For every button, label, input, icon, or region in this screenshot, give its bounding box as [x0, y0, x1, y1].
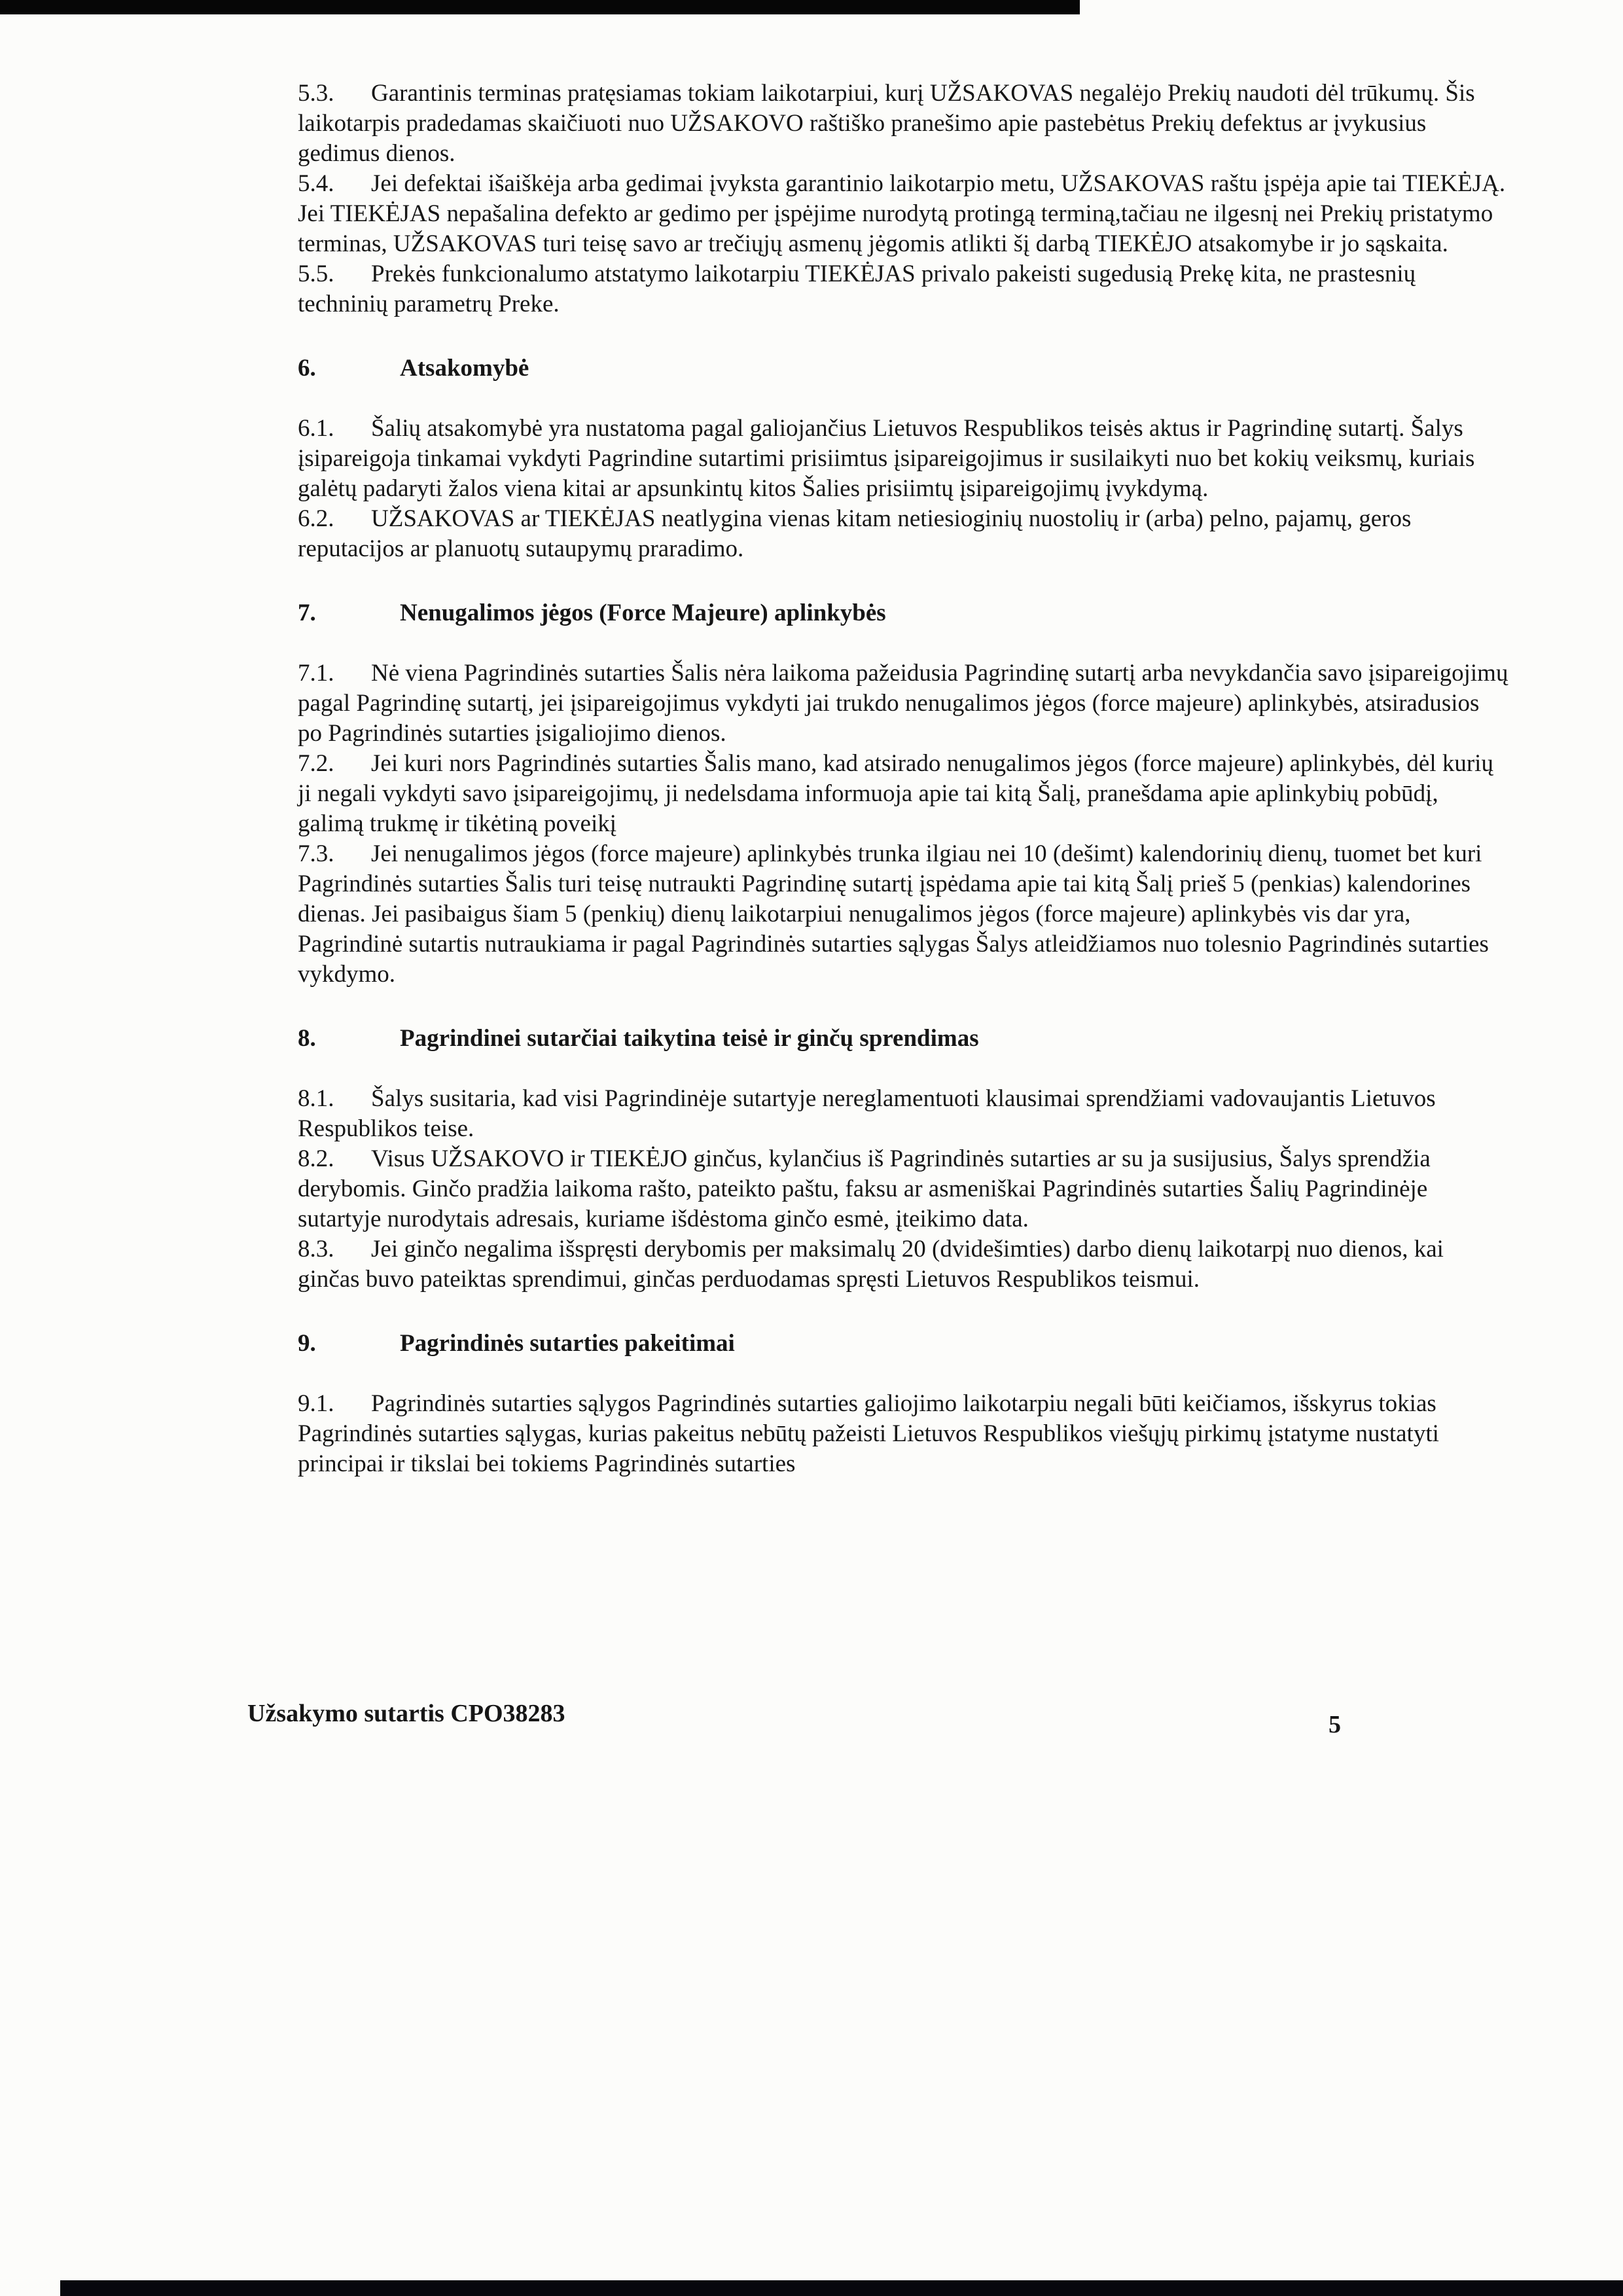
section-heading-7 — [298, 598, 1508, 628]
clause-text: Šalių atsakomybė yra nustatoma pagal galiojančius Lietuvos Respublikos teisės aktus ir Pagrindinę sutartį. Šalys įsipareigoja tinkamai vykdyti Pagrindine sutartimi prisiimtus įsipareigojimus ir susilaikyti nuo bet kokių veiksmų, kuriais galėtų padaryti žalos viena kitai ar apsunkintų kitos Šalies prisiimtų įsipareigojimų įvykdymą. — [298, 415, 1475, 502]
section-heading-6 — [298, 353, 1508, 384]
clause-number: 8.2. — [298, 1145, 334, 1172]
clause-number: 6.2. — [298, 505, 334, 532]
clause-number: 7.3. — [298, 840, 334, 867]
clause-text: Jei nenugalimos jėgos (force majeure) aplinkybės trunka ilgiau nei 10 (dešimt) kalendorinių dienų, tuomet bet kuri Pagrindinės sutarties Šalis turi teisę nutraukti Pagrindinę sutartį įspėdama apie tai kitą Šalį prieš 5 (penkias) kalendorines dienas. Jei pasibaigus šiam 5 (penkių) dienų laikotarpiui nenugalimos jėgos (force majeure) aplinkybės vis dar yra, Pagrindinė sutartis nutraukiama ir pagal Pagrindinės sutarties sąlygas Šalys atleidžiamos nuo tolesnio Pagrindinės sutarties vykdymo. — [298, 840, 1489, 988]
clause-number: 8.1. — [298, 1085, 334, 1112]
clause-number: 5.4. — [298, 170, 334, 197]
section-title: Nenugalimos jėgos (Force Majeure) aplinkybės — [400, 600, 886, 626]
section-number: 9. — [298, 1330, 316, 1357]
clause-5-4 — [298, 169, 1508, 259]
page-number: 5 — [1329, 1711, 1341, 1738]
section-number: 7. — [298, 600, 316, 626]
clause-7-1 — [298, 658, 1508, 749]
clause-8-2 — [298, 1144, 1508, 1234]
clause-text: Nė viena Pagrindinės sutarties Šalis nėra laikoma pažeidusia Pagrindinę sutartį arba nevykdančia savo įsipareigojimų pagal Pagrindinę sutartį, jei įsipareigojimus vykdyti jai trukdo nenugalimos jėgos (force majeure) aplinkybės, atsiradusios po Pagrindinės sutarties įsigaliojimo dienos. — [298, 660, 1508, 747]
clause-number: 5.3. — [298, 80, 334, 107]
clause-number: 8.3. — [298, 1236, 334, 1263]
clause-text: Pagrindinės sutarties sąlygos Pagrindinės sutarties galiojimo laikotarpiu negali būti keičiamos, išskyrus tokias Pagrindinės sutarties sąlygas, kurias pakeitus nebūtų pažeisti Lietuvos Respublikos viešųjų pirkimų įstatyme nustatyti principai ir tikslai bei tokiems Pagrindinės sutarties — [298, 1390, 1439, 1477]
clause-8-3 — [298, 1234, 1508, 1295]
clause-7-3 — [298, 839, 1508, 990]
clause-6-2 — [298, 504, 1508, 564]
clause-number: 7.1. — [298, 660, 334, 687]
clause-7-2 — [298, 749, 1508, 839]
scan-artifact-top-bar — [0, 0, 1080, 14]
clause-number: 7.2. — [298, 750, 334, 777]
section-heading-9 — [298, 1329, 1508, 1359]
clause-6-1 — [298, 414, 1508, 504]
clause-text: Jei kuri nors Pagrindinės sutarties Šalis mano, kad atsirado nenugalimos jėgos (force majeure) aplinkybės, dėl kurių ji negali vykdyti savo įsipareigojimų, ji nedelsdama informuoja apie tai kitą Šalį, pranešdama apie aplinkybių pobūdį, galimą trukmę ir tikėtiną poveikį — [298, 750, 1493, 837]
section-title: Pagrindinei sutarčiai taikytina teisė ir ginčų sprendimas — [400, 1025, 979, 1052]
clause-text: Jei defektai išaiškėja arba gedimai įvyksta garantinio laikotarpio metu, UŽSAKOVAS raštu įspėja apie tai TIEKĖJĄ. Jei TIEKĖJAS nepašalina defekto ar gedimo per įspėjime nurodytą protingą terminą,tačiau ne ilgesnį nei Prekių pristatymo terminas, UŽSAKOVAS turi teisę savo ar trečiųjų asmenų jėgomis atlikti šį darbą TIEKĖJO atsakomybe ir jo sąskaita. — [298, 170, 1506, 257]
section-number: 8. — [298, 1025, 316, 1052]
clause-number: 9.1. — [298, 1390, 334, 1417]
clause-number: 5.5. — [298, 260, 334, 287]
document-body — [298, 79, 1508, 1479]
clause-text: Garantinis terminas pratęsiamas tokiam laikotarpiui, kurį UŽSAKOVAS negalėjo Prekių naudoti dėl trūkumų. Šis laikotarpis pradedamas skaičiuoti nuo UŽSAKOVO raštiško pranešimo apie pastebėtus Prekių defektus ar įvykusius gedimus dienos. — [298, 80, 1475, 167]
footer-document-title: Užsakymo sutartis CPO38283 — [247, 1700, 565, 1727]
clause-9-1 — [298, 1389, 1508, 1479]
clause-8-1 — [298, 1084, 1508, 1144]
scan-artifact-bottom-bar — [60, 2280, 1623, 2296]
clause-text: Šalys susitaria, kad visi Pagrindinėje sutartyje nereglamentuoti klausimai sprendžiami vadovaujantis Lietuvos Respublikos teise. — [298, 1085, 1436, 1142]
clause-number: 6.1. — [298, 415, 334, 442]
clause-text: Jei ginčo negalima išspręsti derybomis per maksimalų 20 (dvidešimties) darbo dienų laikotarpį nuo dienos, kai ginčas buvo pateiktas sprendimui, ginčas perduodamas spręsti Lietuvos Respublikos teismui. — [298, 1236, 1444, 1293]
clause-5-3 — [298, 79, 1508, 169]
clause-text: UŽSAKOVAS ar TIEKĖJAS neatlygina vienas kitam netiesioginių nuostolių ir (arba) pelno, pajamų, geros reputacijos ar planuotų sutaupymų praradimo. — [298, 505, 1412, 562]
clause-text: Prekės funkcionalumo atstatymo laikotarpiu TIEKĖJAS privalo pakeisti sugedusią Prekę kita, ne prastesnių techninių parametrų Preke. — [298, 260, 1416, 317]
clause-text: Visus UŽSAKOVO ir TIEKĖJO ginčus, kylančius iš Pagrindinės sutarties ar su ja susijusius, Šalys sprendžia derybomis. Ginčo pradžia laikoma rašto, pateikto paštu, faksu ar asmeniškai Pagrindinės sutarties Šalių Pagrindinėje sutartyje nurodytais adresais, kuriame išdėstoma ginčo esmė, įteikimo data. — [298, 1145, 1431, 1232]
section-title: Pagrindinės sutarties pakeitimai — [400, 1330, 735, 1357]
section-heading-8 — [298, 1024, 1508, 1054]
clause-5-5 — [298, 259, 1508, 319]
section-number: 6. — [298, 355, 316, 382]
section-title: Atsakomybė — [400, 355, 529, 382]
